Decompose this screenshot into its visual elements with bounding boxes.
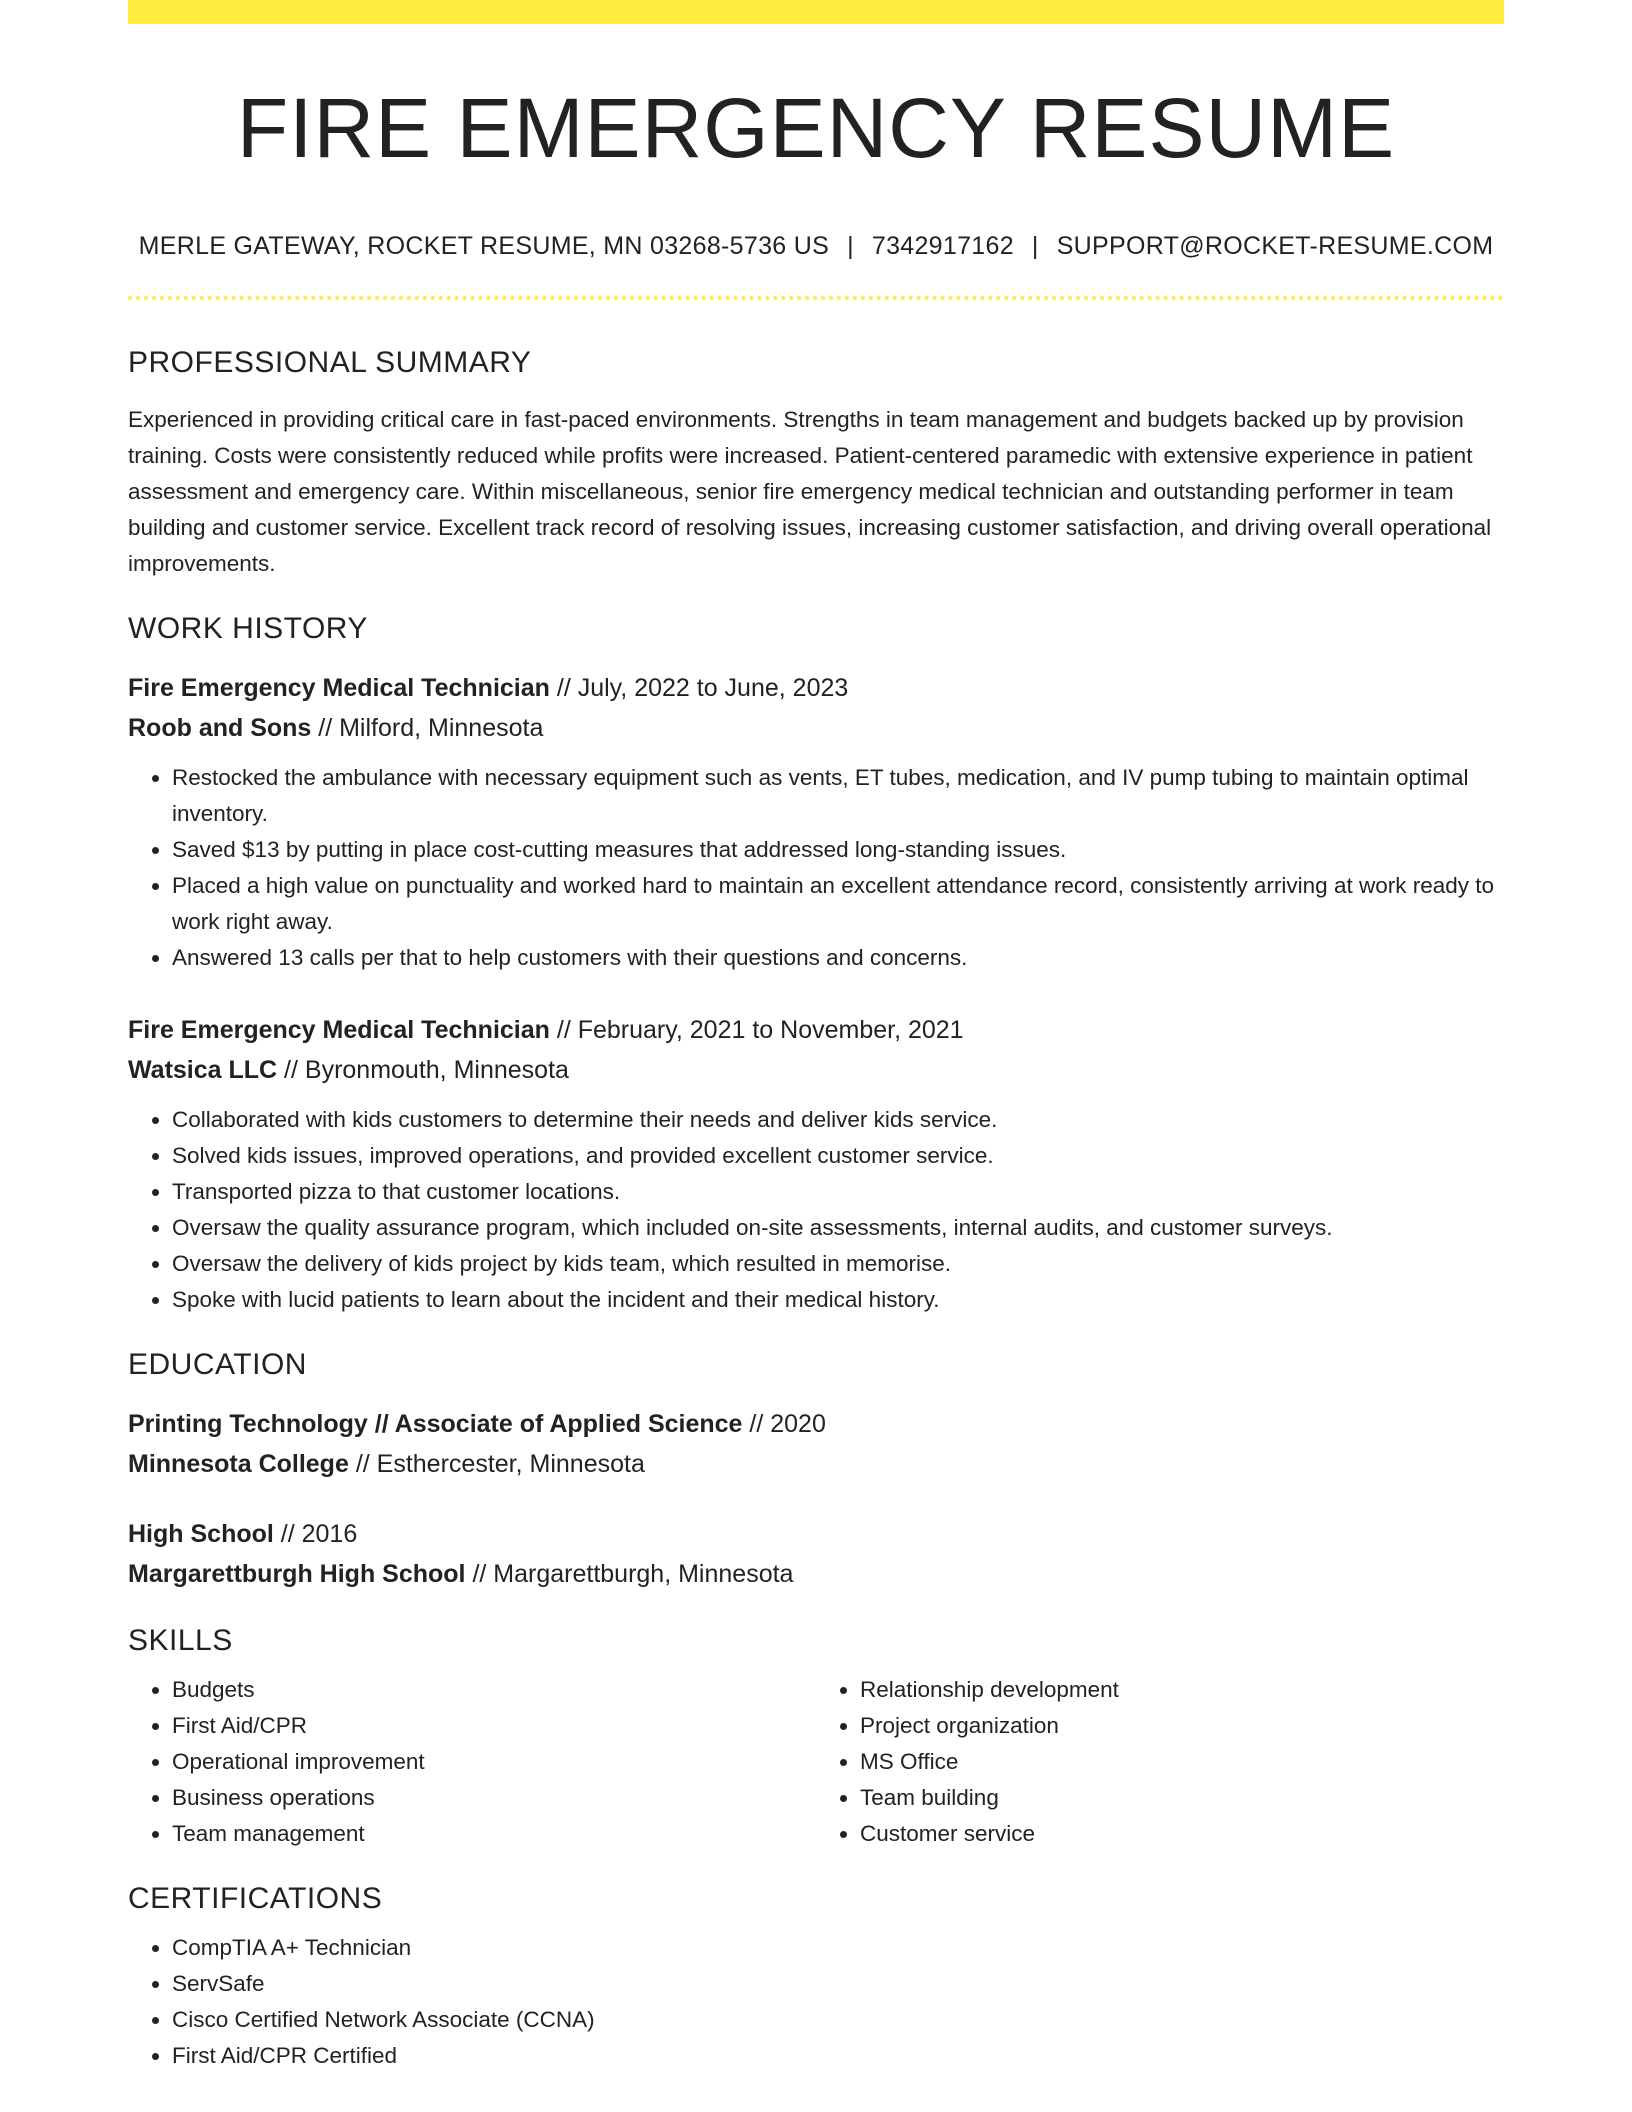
school-location: // Esthercester, Minnesota bbox=[348, 1450, 645, 1479]
degree-year: // 2020 bbox=[742, 1410, 826, 1439]
summary-text: Experienced in providing critical care in fast-paced environments. Strengths in team management and budgets backed up by provision training. Costs were consistently reduced while profits were increased. Patient-centered paramedic with extensive experience in patient assessment and emergency care. Within miscellaneous, senior fire emergency medical technician and outstanding performer in team building and customer service. Excellent track record of resolving issues, increasing customer satisfaction, and driving overall operational improvements. bbox=[128, 407, 1492, 577]
school: Minnesota College bbox=[128, 1450, 349, 1479]
job-company-line bbox=[128, 1050, 1504, 1090]
list-item: • Business operations bbox=[172, 1780, 816, 1816]
list-item: • Transported pizza to that customer locations. bbox=[172, 1174, 1504, 1210]
list-item: • Placed a high value on punctuality and worked hard to maintain an excellent attendance record, consistently arriving at work ready to work right away. bbox=[172, 868, 1504, 940]
skills-section bbox=[128, 1624, 1504, 1852]
education-entry bbox=[128, 1404, 1504, 1484]
skills-list-left bbox=[128, 1672, 816, 1852]
section-heading-certifications: CERTIFICATIONS bbox=[128, 1882, 383, 1916]
summary-section bbox=[128, 346, 1504, 582]
school-line bbox=[128, 1444, 1504, 1484]
list-item: • Budgets bbox=[172, 1672, 816, 1708]
section-heading-education: EDUCATION bbox=[128, 1348, 307, 1382]
contact-email: SUPPORT@ROCKET-RESUME.COM bbox=[1056, 232, 1494, 261]
certifications-section bbox=[128, 1882, 1504, 2074]
job-title-line bbox=[128, 668, 1504, 708]
contact-phone: 7342917162 bbox=[871, 232, 1014, 261]
list-item: • Restocked the ambulance with necessary equipment such as vents, ET tubes, medication, and IV pump tubing to maintain optimal inventory. bbox=[172, 760, 1504, 832]
education-section bbox=[128, 1348, 1504, 1594]
skills-columns bbox=[128, 1672, 1504, 1852]
list-item: • First Aid/CPR Certified bbox=[172, 2038, 1504, 2074]
education-entry bbox=[128, 1514, 1504, 1594]
list-item: • Customer service bbox=[860, 1816, 1504, 1852]
school-line bbox=[128, 1554, 1504, 1594]
work-history-section bbox=[128, 612, 1504, 1318]
job-dates: // July, 2022 to June, 2023 bbox=[549, 674, 849, 703]
list-item: • Operational improvement bbox=[172, 1744, 816, 1780]
contact-separator: | bbox=[847, 232, 854, 261]
resume-title: FIRE EMERGENCY RESUME bbox=[236, 81, 1396, 175]
contact-line bbox=[128, 232, 1504, 261]
list-item: • ServSafe bbox=[172, 1966, 1504, 2002]
list-item: • First Aid/CPR bbox=[172, 1708, 816, 1744]
list-item: • Team building bbox=[860, 1780, 1504, 1816]
list-item: • Relationship development bbox=[860, 1672, 1504, 1708]
list-item: • Solved kids issues, improved operations, and provided excellent customer service. bbox=[172, 1138, 1504, 1174]
top-accent-bar bbox=[128, 0, 1504, 24]
list-item: • Saved $13 by putting in place cost-cutting measures that addressed long-standing issues. bbox=[172, 832, 1504, 868]
dotted-divider bbox=[128, 296, 1504, 300]
job-company-line bbox=[128, 708, 1504, 748]
list-item: • Oversaw the quality assurance program, which included on-site assessments, internal audits, and customer surveys. bbox=[172, 1210, 1504, 1246]
job-entry bbox=[128, 1010, 1504, 1318]
contact-separator: | bbox=[1031, 232, 1039, 261]
degree-line bbox=[128, 1404, 1504, 1444]
job-bullets bbox=[128, 1102, 1504, 1318]
resume-page bbox=[128, 0, 1504, 2074]
list-item: • Project organization bbox=[860, 1708, 1504, 1744]
skills-list-right bbox=[816, 1672, 1504, 1852]
job-title: Fire Emergency Medical Technician bbox=[128, 674, 550, 703]
list-item: • Collaborated with kids customers to determine their needs and deliver kids service. bbox=[172, 1102, 1504, 1138]
section-heading-work-history: WORK HISTORY bbox=[128, 612, 368, 646]
job-company: Roob and Sons bbox=[128, 714, 312, 743]
school: Margarettburgh High School bbox=[128, 1560, 466, 1589]
school-location: // Margarettburgh, Minnesota bbox=[465, 1560, 794, 1589]
certifications-list bbox=[128, 1930, 1504, 2074]
list-item: • CompTIA A+ Technician bbox=[172, 1930, 1504, 1966]
degree-line bbox=[128, 1514, 1504, 1554]
job-location: // Milford, Minnesota bbox=[311, 714, 544, 743]
job-title: Fire Emergency Medical Technician bbox=[128, 1016, 550, 1045]
job-entry bbox=[128, 668, 1504, 976]
section-heading-summary: PROFESSIONAL SUMMARY bbox=[128, 346, 532, 380]
list-item: • MS Office bbox=[860, 1744, 1504, 1780]
list-item: • Oversaw the delivery of kids project by kids team, which resulted in memorise. bbox=[172, 1246, 1504, 1282]
contact-address: MERLE GATEWAY, ROCKET RESUME, MN 03268-5736 US bbox=[138, 232, 830, 261]
job-company: Watsica LLC bbox=[128, 1056, 278, 1085]
job-title-line bbox=[128, 1010, 1504, 1050]
list-item: • Answered 13 calls per that to help customers with their questions and concerns. bbox=[172, 940, 1504, 976]
list-item: • Cisco Certified Network Associate (CCNA) bbox=[172, 2002, 1504, 2038]
job-bullets bbox=[128, 760, 1504, 976]
degree: Printing Technology // Associate of Applied Science bbox=[128, 1410, 743, 1439]
list-item: • Team management bbox=[172, 1816, 816, 1852]
job-location: // Byronmouth, Minnesota bbox=[277, 1056, 569, 1085]
degree-year: // 2016 bbox=[273, 1520, 358, 1549]
job-dates: // February, 2021 to November, 2021 bbox=[549, 1016, 964, 1045]
degree: High School bbox=[128, 1520, 274, 1549]
section-heading-skills: SKILLS bbox=[128, 1624, 233, 1658]
list-item: • Spoke with lucid patients to learn about the incident and their medical history. bbox=[172, 1282, 1504, 1318]
